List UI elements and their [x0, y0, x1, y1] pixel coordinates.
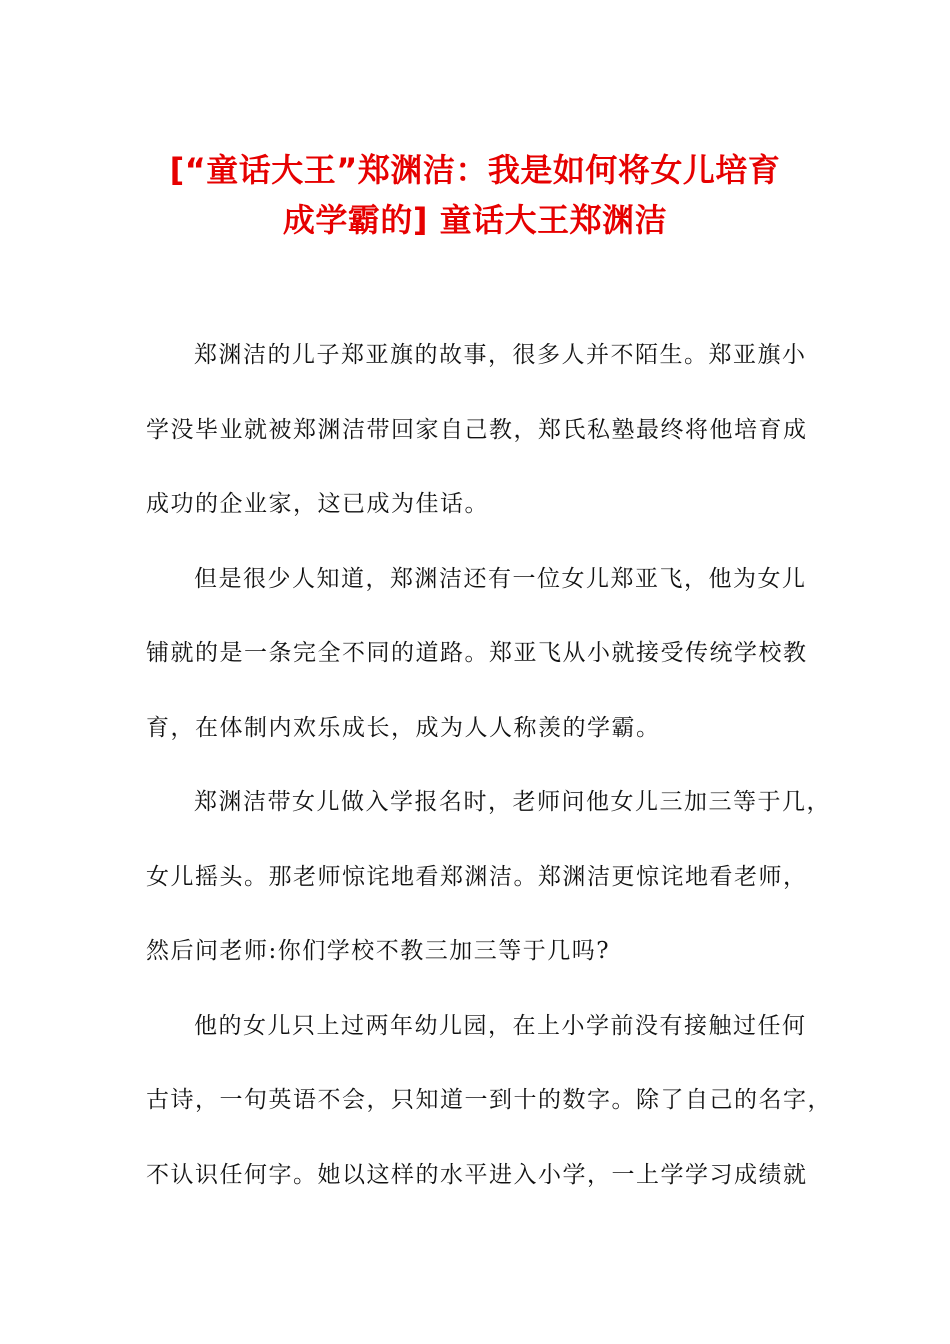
paragraph-line: 女儿摇头。那老师惊诧地看郑渊洁。郑渊洁更惊诧地看老师， — [146, 863, 808, 890]
paragraph-line: 成功的企业家，这已成为佳话。 — [146, 491, 489, 517]
paragraph-4 — [146, 991, 832, 1215]
paragraph-line: 但是很少人知道，郑渊洁还有一位女儿郑亚飞，他为女儿 — [194, 565, 807, 592]
paragraph-3 — [146, 767, 831, 991]
paragraph-line: 他的女儿只上过两年幼儿园，在上小学前没有接触过任何 — [194, 1012, 807, 1039]
paragraph-line: 古诗，一句英语不会，只知道一到十的数字。除了自己的名字， — [146, 1087, 832, 1113]
paragraph-line: 郑渊洁的儿子郑亚旗的故事，很多人并不陌生。郑亚旗小 — [194, 342, 807, 368]
paragraph-2 — [146, 544, 806, 768]
title-line-2: 成学霸的] 童话大王郑渊洁 — [282, 201, 668, 239]
paragraph-line: 学没毕业就被郑渊洁带回家自己教，郑氏私塾最终将他培育成 — [146, 416, 808, 443]
paragraph-line: 然后问老师:你们学校不教三加三等于几吗? — [146, 938, 611, 964]
paragraph-line: 不认识任何字。她以这样的水平进入小学，一上学学习成绩就 — [146, 1161, 808, 1188]
paragraph-1 — [146, 320, 806, 544]
paragraph-line: 郑渊洁带女儿做入学报名时，老师问他女儿三加三等于几， — [194, 789, 831, 815]
paragraph-line: 育，在体制内欢乐成长，成为人人称羡的学霸。 — [146, 714, 661, 741]
title-line-1: [“童话大王”郑渊洁：我是如何将女儿培育 — [169, 151, 781, 189]
article-body — [146, 320, 832, 1214]
document-title — [100, 145, 850, 245]
paragraph-line: 铺就的是一条完全不同的道路。郑亚飞从小就接受传统学校教 — [146, 640, 808, 666]
